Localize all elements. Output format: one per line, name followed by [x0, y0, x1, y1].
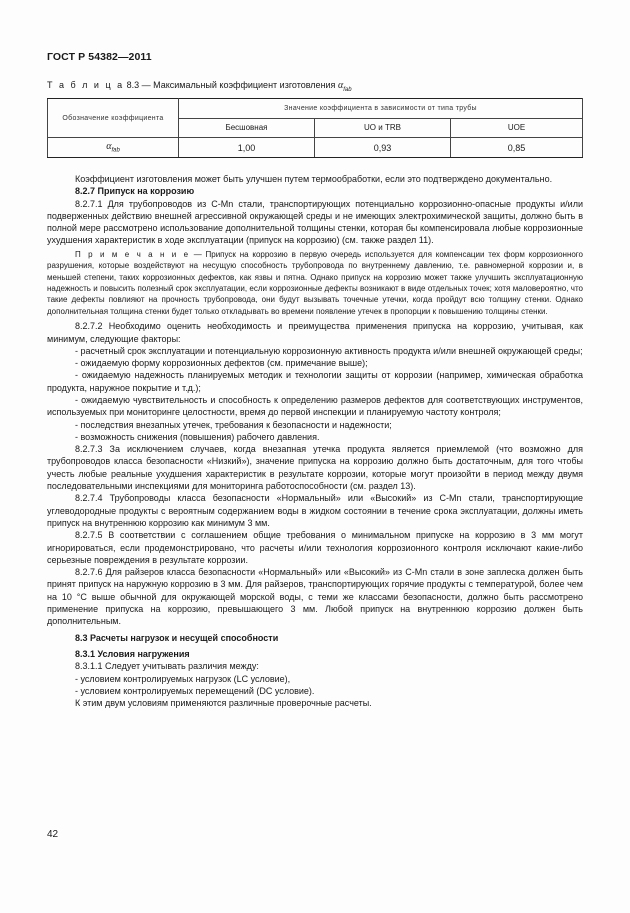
heading-8-3: 8.3 Расчеты нагрузок и несущей способности: [75, 632, 279, 643]
paragraph-8-2-7-1: 8.2.7.1 Для трубопроводов из C-Mn стали, транспортирующих потенциально коррозионно-опасные продукты и/или подверженных действию внешней агрессивной окружающей среды и не имеющих электрохимической защиты, должно быть в полной мере рассмотрено использование дополнительной толщины стенки, которая бы компенсировала любые коррозионные ухудшения характеристик в ходе эксплуатации (припуск на коррозию) (см. также раздел 11).: [47, 198, 583, 246]
paragraph-8-2-7-6: 8.2.7.6 Для райзеров класса безопасности «Нормальный» или «Высокий» из C-Mn стали в зоне заплеска должен быть принят припуск на наружную коррозию в 3 мм. Для райзеров, транспортирующих горячие продукты с температурой, более чем на 10 °С выше обычной для окружающей морской воды, с теми же классами безопасности, должно быть рассмотрено применение припуска на коррозию, превышающего 3 мм. Любой припуск на внутреннюю коррозию должен быть дополнительным.: [47, 567, 583, 627]
standard-header: ГОСТ Р 54382—2011: [47, 51, 152, 63]
paragraph-8-3-1-1: 8.3.1.1 Следует учитывать различия между:: [75, 661, 259, 672]
col-header-uo-trb: UO и TRB: [315, 118, 451, 138]
table-caption-prefix: Т а б л и ц а: [47, 80, 125, 90]
value-uoe: 0,85: [451, 138, 583, 158]
table-caption-symbol: α: [337, 80, 344, 91]
table-row: [48, 138, 583, 158]
paragraph-8-2-7-2: 8.2.7.2 Необходимо оценить необходимость и преимущества применения припуска на коррозию, учитывая, как минимум, следующие факторы:: [47, 321, 583, 344]
list-item: - расчетный срок эксплуатации и потенциальную коррозионную активность продукта и/или внешней окружающей среды;: [75, 345, 583, 356]
list-item: - ожидаемую чувствительность и способность к определению размеров дефектов для соответствующих инструментов, используемых при мониторинге целостности, время до первой инспекции и планируемую частоту контроля;: [47, 395, 583, 418]
col-header-uoe: UOE: [451, 118, 583, 138]
note-text: — Припуск на коррозию в первую очередь используется для компенсации тех форм коррозионного разрушения, которые воздействуют на несущую способность трубопровода по внутреннему давлению, т.е. равномерной коррозии и, в меньшей степени, таких коррозионных дефектов, как язвы и пятна. Однако припуск на коррозию может также улучшить эксплуатационную надежность и повысить полезный срок эксплуатации, если коррозионные дефекты возникают в виде отдельных точек; хотя маловероятно, что такие дефекты повлияют на прочность трубопровода, они будут вызывать точечные утечки, когда пройдут всю толщину стенки. Однако дополнительная толщина стенки будет только откладывать во времени появление утечек в пропорции к повышению толщины стенки.: [47, 249, 583, 316]
body-text: [47, 173, 583, 709]
page-number: 42: [47, 829, 59, 840]
list-item: - условием контролируемых перемещений (DC условие).: [75, 685, 315, 696]
col-header-designation: Обозначение коэффициента: [48, 99, 179, 138]
col-header-seamless: Бесшовная: [179, 118, 315, 138]
coefficient-table: [47, 98, 583, 158]
paragraph-final: К этим двум условиям применяются различные проверочные расчеты.: [75, 698, 372, 709]
table-caption: [47, 80, 352, 93]
note-label: П р и м е ч а н и е: [75, 249, 190, 259]
list-item: - последствия внезапных утечек, требования к безопасности и надежности;: [75, 419, 392, 430]
list-item: - возможность снижения (повышения) рабочего давления.: [75, 431, 320, 442]
paragraph-8-2-7-5: 8.2.7.5 В соответствии с соглашением общие требования о минимальном припуске на коррозию в 3 мм могут игнорироваться, если продемонстрировано, что расчеты и/или технология коррозионного контроля исключают какие-либо серьезные повреждения в результате коррозии.: [47, 530, 583, 565]
table-caption-subscript: fab: [343, 86, 352, 93]
list-item: - условием контролируемых нагрузок (LC условие),: [75, 673, 291, 684]
list-item: - ожидаемую форму коррозионных дефектов (см. примечание выше);: [75, 358, 368, 369]
note: [47, 249, 583, 317]
col-header-group: Значение коэффициента в зависимости от типа трубы: [179, 99, 583, 119]
table-caption-text: 8.3 — Максимальный коэффициент изготовления: [126, 80, 336, 90]
list-item: - ожидаемую надежность планируемых методик и технологии защиты от коррозии (например, химическая обработка продукта, наружное покрытие и т.д.);: [47, 370, 583, 393]
value-seamless: 1,00: [179, 138, 315, 158]
paragraph-8-2-7-3: 8.2.7.3 За исключением случаев, когда внезапная утечка продукта является приемлемой (что возможно для трубопроводов класса безопасности «Низкий»), значение припуска на коррозию должно быть достаточным, для того чтобы учесть любые реальные ухудшения характеристик в результате коррозии, которые могут произойти в период между двумя последовательными инспекциями для мониторинга работоспособности (см. раздел 13).: [47, 444, 583, 492]
heading-8-3-1: 8.3.1 Условия нагружения: [75, 648, 190, 659]
heading-8-2-7: 8.2.7 Припуск на коррозию: [75, 186, 195, 197]
value-uo-trb: 0,93: [315, 138, 451, 158]
row-symbol: $\alpha_{fab}$: [48, 138, 179, 158]
paragraph-8-2-7-4: 8.2.7.4 Трубопроводы класса безопасности «Нормальный» или «Высокий» из C-Mn стали, транспортирующие углеводородные продукты с вероятным содержанием воды в жидком состоянии в течение срока эксплуатации, должны иметь припуск на внутреннюю коррозию как минимум 3 мм.: [47, 493, 583, 528]
paragraph-fabrication: Коэффициент изготовления может быть улучшен путем термообработки, если это подтверждено документально.: [75, 174, 553, 184]
